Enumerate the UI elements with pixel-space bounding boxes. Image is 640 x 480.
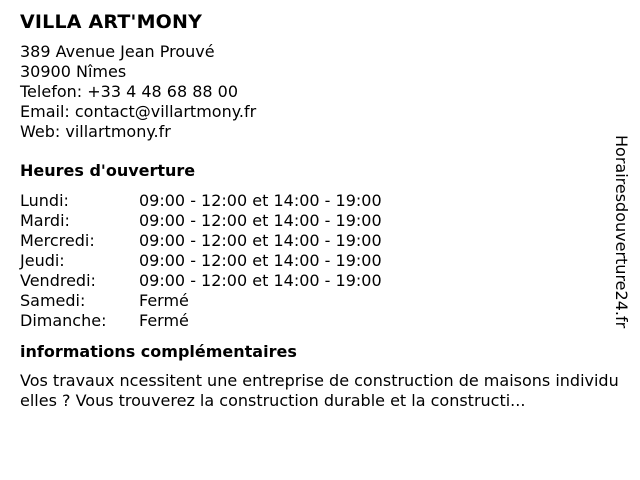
additional-info-heading: informations complémentaires: [20, 342, 297, 361]
address-street: 389 Avenue Jean Prouvé: [20, 42, 215, 61]
additional-info-text: Vos travaux ncessitent une entreprise de construction de maisons individuelles ? Vous trouverez la construction durable et la constructi...: [20, 371, 619, 410]
business-card: [20, 10, 625, 411]
hours-row-friday: [20, 271, 382, 291]
day-hours: 09:00 - 12:00 et 14:00 - 19:00: [139, 191, 382, 210]
day-hours: Fermé: [139, 311, 189, 330]
address-city: 30900 Nîmes: [20, 62, 127, 81]
day-label: Mercredi:: [20, 231, 95, 250]
email-line: Email: contact@villartmony.fr: [20, 102, 257, 121]
day-label: Jeudi:: [20, 251, 65, 270]
opening-hours-heading: Heures d'ouverture: [20, 161, 196, 180]
hours-row-sunday: [20, 311, 382, 331]
day-hours: 09:00 - 12:00 et 14:00 - 19:00: [139, 251, 382, 270]
business-name: VILLA ART'MONY: [20, 11, 203, 33]
web-line: Web: villartmony.fr: [20, 122, 171, 141]
hours-row-tuesday: [20, 211, 382, 231]
phone-line: Telefon: +33 4 48 68 88 00: [20, 82, 239, 101]
hours-row-monday: [20, 191, 382, 211]
day-hours: Fermé: [139, 291, 189, 310]
hours-row-saturday: [20, 291, 382, 311]
day-label: Lundi:: [20, 191, 69, 210]
day-label: Vendredi:: [20, 271, 96, 290]
hours-row-thursday: [20, 251, 382, 271]
hours-row-wednesday: [20, 231, 382, 251]
opening-hours-table: [20, 191, 382, 331]
day-hours: 09:00 - 12:00 et 14:00 - 19:00: [139, 231, 382, 250]
day-label: Samedi:: [20, 291, 86, 310]
day-hours: 09:00 - 12:00 et 14:00 - 19:00: [139, 271, 382, 290]
day-label: Dimanche:: [20, 311, 107, 330]
day-label: Mardi:: [20, 211, 70, 230]
day-hours: 09:00 - 12:00 et 14:00 - 19:00: [139, 211, 382, 230]
site-watermark: Horairesdouverture24.fr: [612, 135, 631, 329]
